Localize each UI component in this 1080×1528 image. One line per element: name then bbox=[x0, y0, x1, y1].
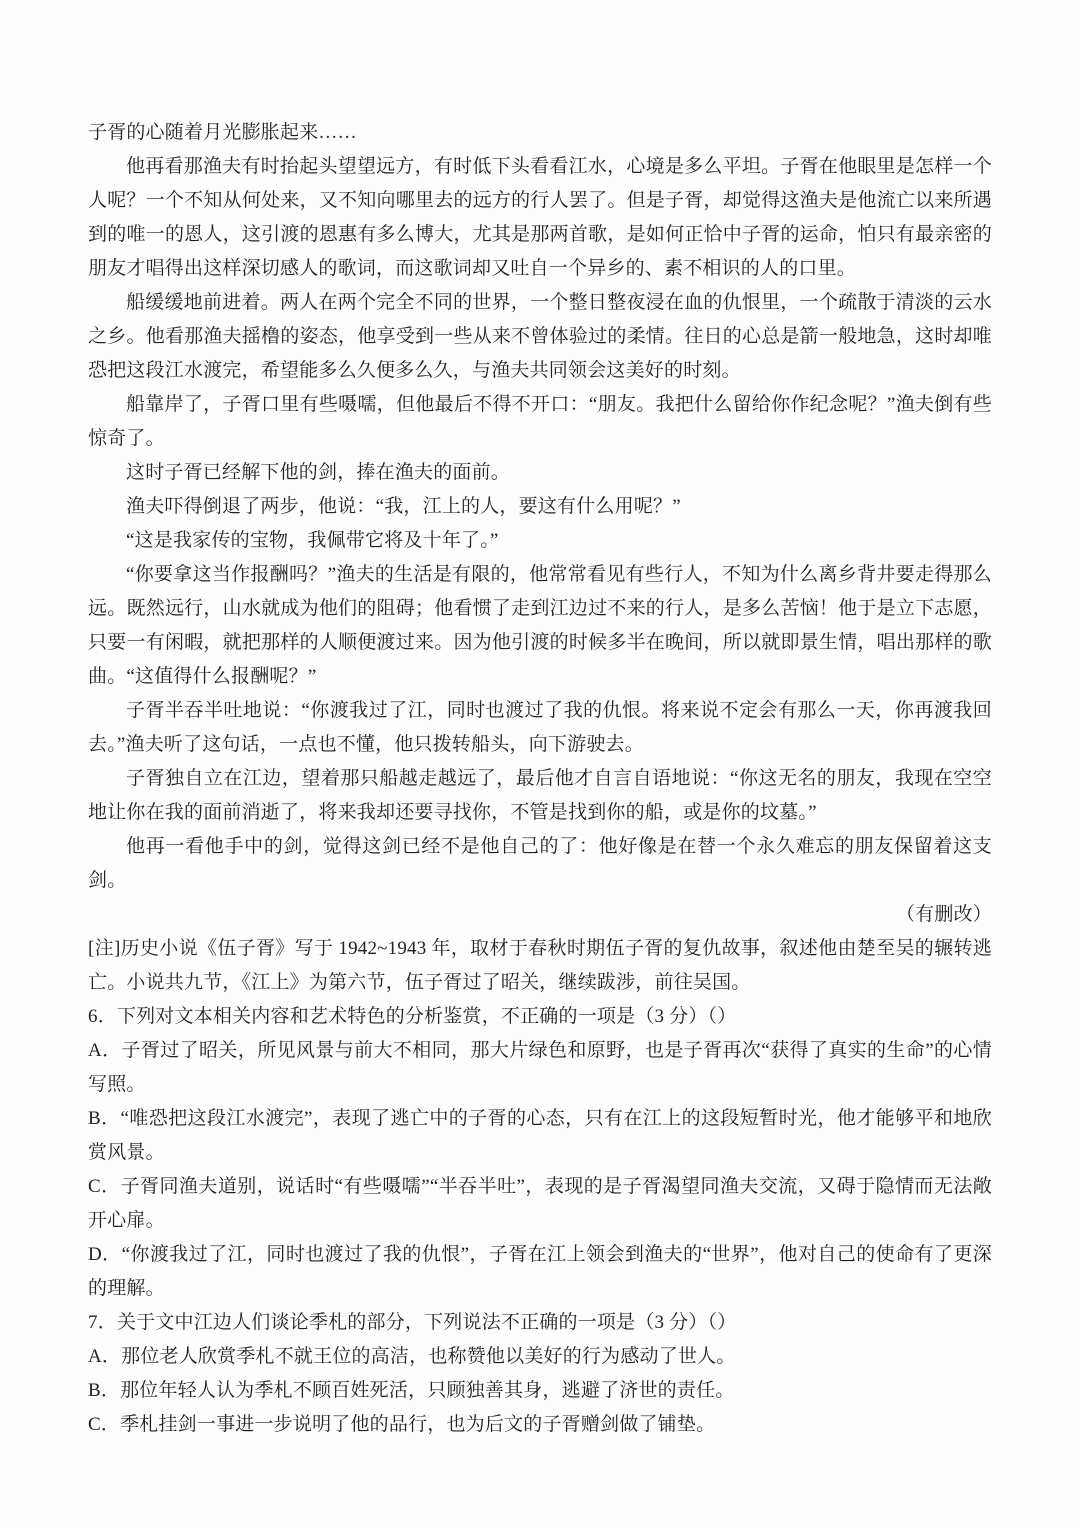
passage-paragraph: 他再一看他手中的剑，觉得这剑已经不是他自己的了：他好像是在替一个永久难忘的朋友保留着这支剑。 bbox=[88, 836, 992, 891]
passage-paragraph: 子胥的心随着月光膨胀起来…… bbox=[88, 122, 357, 143]
passage-paragraph: “这是我家传的宝物，我佩带它将及十年了。” bbox=[126, 530, 499, 551]
questions bbox=[88, 1000, 992, 1442]
passage-paragraph: 这时子胥已经解下他的剑，捧在渔夫的面前。 bbox=[126, 462, 511, 483]
note-line: [注]历史小说《伍子胥》写于 1942~1943 年，取材于春秋时期伍子胥的复仇故事，叙述他由楚至吴的辗转逃亡。小说共九节，《江上》为第六节，伍子胥过了昭关，继续跋涉，前往吴国。 bbox=[88, 938, 992, 993]
question-option: B．“唯恐把这段江水渡完”，表现了逃亡中的子胥的心态，只有在江上的这段短暂时光，他才能够平和地欣赏风景。 bbox=[88, 1108, 992, 1163]
question-option: C．子胥同渔夫道别，说话时“有些嗫嚅”“半吞半吐”，表现的是子胥渴望同渔夫交流，又碍于隐情而无法敞开心扉。 bbox=[88, 1176, 992, 1231]
passage-paragraph: “你要拿这当作报酬吗？”渔夫的生活是有限的，他常常看见有些行人，不知为什么离乡背井要走得那么远。既然远行，山水就成为他们的阻碍；他看惯了走到江边过不来的行人，是多么苦恼！他于是立下志愿，只要一有闲暇，就把那样的人顺便渡过来。因为他引渡的时候多半在晚间，所以就即景生情，唱出那样的歌曲。“这值得什么报酬呢？” bbox=[88, 564, 992, 687]
question-option: B．那位年轻人认为季札不顾百姓死活，只顾独善其身，逃避了济世的责任。 bbox=[88, 1380, 735, 1401]
question-stem: 7．关于文中江边人们谈论季札的部分，下列说法不正确的一项是（3 分）（） bbox=[88, 1312, 737, 1333]
document-content bbox=[88, 116, 992, 1442]
question-option: A．那位老人欣赏季札不就王位的高洁，也称赞他以美好的行为感动了世人。 bbox=[88, 1346, 736, 1367]
question-stem: 6．下列对文本相关内容和艺术特色的分析鉴赏，不正确的一项是（3 分）（） bbox=[88, 1006, 737, 1027]
passage-paragraph: 船缓缓地前进着。两人在两个完全不同的世界，一个整日整夜浸在血的仇恨里，一个疏散于清淡的云水之乡。他看那渔夫摇橹的姿态，他享受到一些从来不曾体验过的柔情。往日的心总是箭一般地急，这时却唯恐把这段江水渡完，希望能多么久便多么久，与渔夫共同领会这美好的时刻。 bbox=[88, 292, 992, 381]
passage-paragraph: 子胥半吞半吐地说：“你渡我过了江，同时也渡过了我的仇恨。将来说不定会有那么一天，你再渡我回去。”渔夫听了这句话，一点也不懂，他只拨转船头，向下游驶去。 bbox=[88, 700, 992, 755]
question-option: D．“你渡我过了江，同时也渡过了我的仇恨”，子胥在江上领会到渔夫的“世界”，他对自己的使命有了更深的理解。 bbox=[88, 1244, 992, 1299]
attribution-line: （有删改） bbox=[895, 904, 992, 925]
question-option: A．子胥过了昭关，所见风景与前大不相同，那大片绿色和原野，也是子胥再次“获得了真实的生命”的心情写照。 bbox=[88, 1040, 992, 1095]
passage bbox=[88, 116, 992, 898]
question-option: C．季札挂剑一事进一步说明了他的品行，也为后文的子胥赠剑做了铺垫。 bbox=[88, 1414, 716, 1435]
passage-paragraph: 船靠岸了，子胥口里有些嗫嚅，但他最后不得不开口：“朋友。我把什么留给你作纪念呢？”渔夫倒有些惊奇了。 bbox=[88, 394, 992, 449]
passage-paragraph: 子胥独自立在江边，望着那只船越走越远了，最后他才自言自语地说：“你这无名的朋友，我现在空空地让你在我的面前消逝了，将来我却还要寻找你，不管是找到你的船，或是你的坟墓。” bbox=[88, 768, 992, 823]
passage-paragraph: 他再看那渔夫有时抬起头望望远方，有时低下头看看江水，心境是多么平坦。子胥在他眼里是怎样一个人呢？一个不知从何处来，又不知向哪里去的远方的行人罢了。但是子胥，却觉得这渔夫是他流亡以来所遇到的唯一的恩人，这引渡的恩惠有多么博大，尤其是那两首歌，是如何正恰中子胥的运命，怕只有最亲密的朋友才唱得出这样深切感人的歌词，而这歌词却又吐自一个异乡的、素不相识的人的口里。 bbox=[88, 156, 992, 279]
question-block-7 bbox=[88, 1306, 992, 1442]
question-block-6 bbox=[88, 1000, 992, 1306]
passage-paragraph: 渔夫吓得倒退了两步，他说：“我，江上的人，要这有什么用呢？” bbox=[126, 496, 681, 517]
